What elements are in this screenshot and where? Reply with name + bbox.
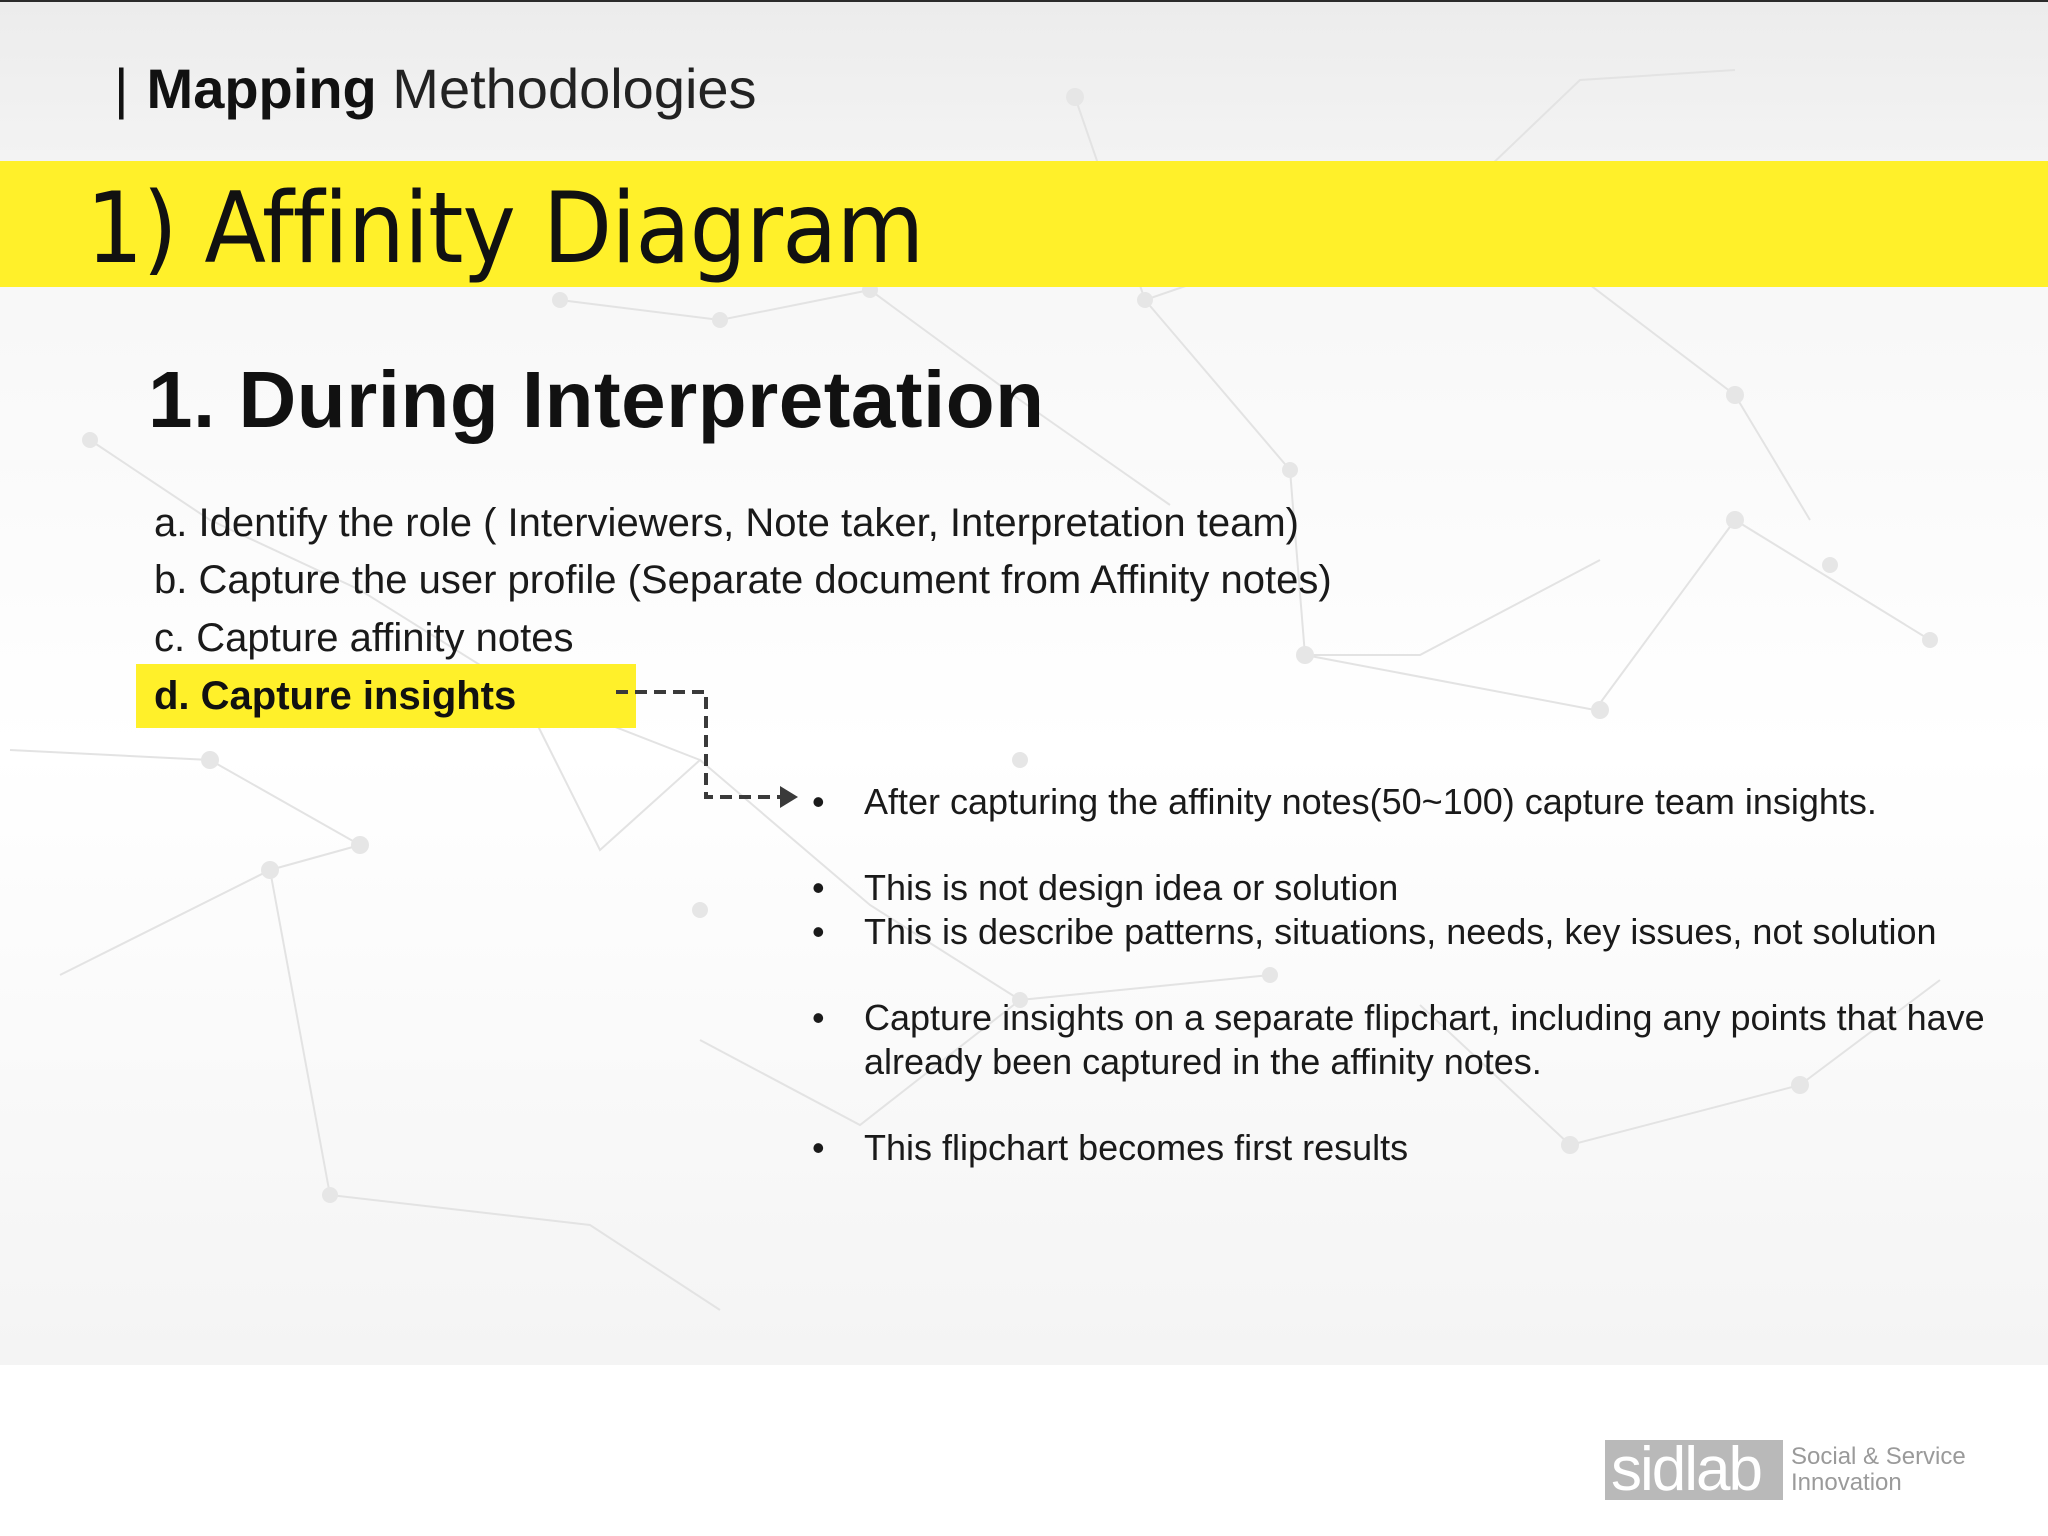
- insight-text: Capture insights on a separate flipchart, including any points that have already been captured in the affinity notes.: [864, 997, 1985, 1082]
- insight-text: After capturing the affinity notes(50~100) capture team insights.: [864, 781, 1877, 822]
- insight-text: This is not design idea or solution: [864, 867, 1399, 908]
- title-separator: |: [114, 57, 129, 120]
- bullet-dot: •: [812, 997, 825, 1038]
- insight-text: This is describe patterns, situations, needs, key issues, not solution: [864, 911, 1937, 952]
- slide-title: 1) Affinity Diagram: [86, 172, 924, 286]
- section-title-light: Methodologies: [392, 57, 757, 120]
- logo-tagline-line2: Innovation: [1791, 1469, 1902, 1496]
- insight-text: This flipchart becomes first results: [864, 1127, 1409, 1168]
- step-c: c. Capture affinity notes: [154, 616, 574, 660]
- sub-heading: 1. During Interpretation: [148, 355, 1045, 444]
- bullet-dot: •: [812, 781, 825, 822]
- logo-mark: [1605, 1435, 1783, 1504]
- step-d: d. Capture insights: [154, 674, 517, 718]
- step-a: a. Identify the role ( Interviewers, Note taker, Interpretation team): [154, 501, 1299, 545]
- logo-mark-text: sidlab: [1611, 1435, 1761, 1504]
- logo-tagline: [1791, 1444, 1966, 1496]
- bullet-dot: •: [812, 867, 825, 908]
- logo-tagline-line1: Social & Service: [1791, 1443, 1966, 1470]
- step-b: b. Capture the user profile (Separate document from Affinity notes): [154, 558, 1332, 602]
- bullet-dot: •: [812, 1127, 825, 1168]
- section-title-bold: Mapping: [146, 57, 377, 120]
- bullet-dot: •: [812, 911, 825, 952]
